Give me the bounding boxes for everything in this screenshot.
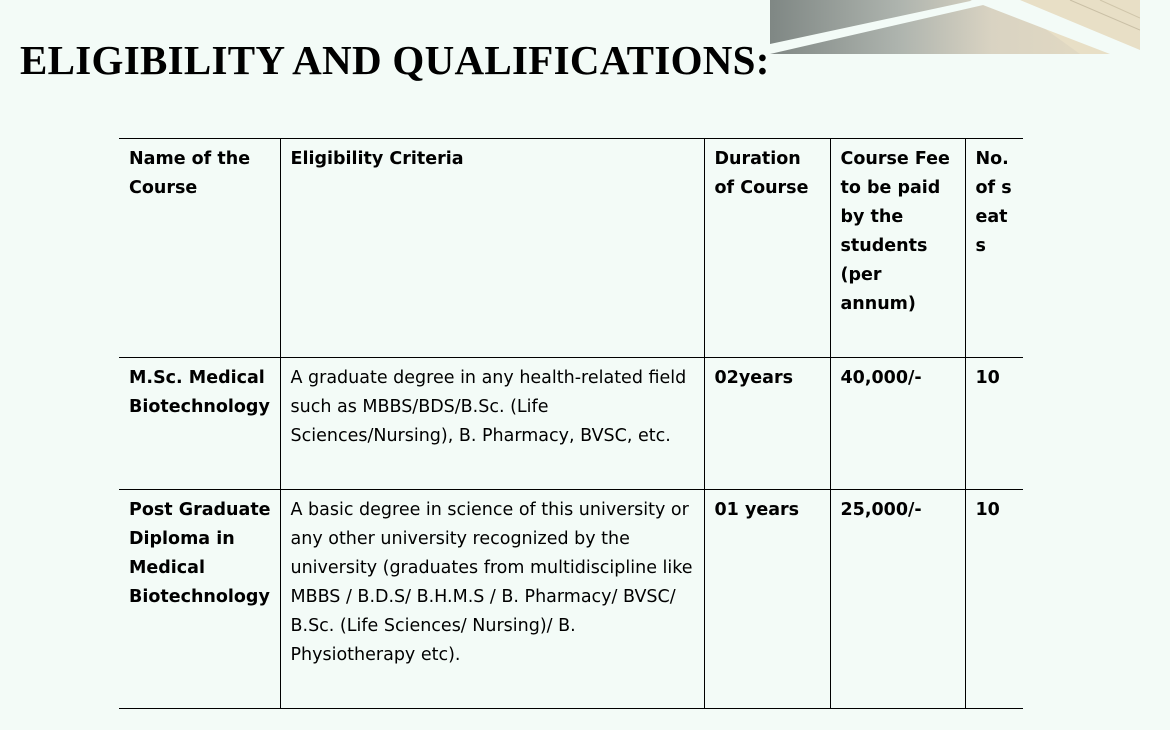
header-duration: Duration of Course xyxy=(704,139,830,358)
eligibility-criteria-cell: A graduate degree in any health-related field such as MBBS/BDS/B.Sc. (Life Sciences/Nursing), B. Pharmacy, BVSC, etc. xyxy=(280,358,704,490)
seats-cell: 10 xyxy=(965,490,1023,709)
header-eligibility-criteria: Eligibility Criteria xyxy=(280,139,704,358)
course-fee-cell: 25,000/- xyxy=(830,490,965,709)
table-row xyxy=(119,358,1023,490)
corner-photo-image xyxy=(770,0,1140,54)
table-row xyxy=(119,490,1023,709)
course-name-cell: Post Graduate Diploma in Medical Biotechnology xyxy=(119,490,280,709)
duration-cell: 01 years xyxy=(704,490,830,709)
seats-cell: 10 xyxy=(965,358,1023,490)
header-course-fee: Course Fee to be paid by the students (per annum) xyxy=(830,139,965,358)
duration-cell: 02years xyxy=(704,358,830,490)
eligibility-criteria-cell: A basic degree in science of this university or any other university recognized by the university (graduates from multidiscipline like MBBS / B.D.S/ B.H.M.S / B. Pharmacy/ BVSC/ B.Sc. (Life Sciences/ Nursing)/ B. Physiotherapy etc). xyxy=(280,490,704,709)
course-fee-cell: 40,000/- xyxy=(830,358,965,490)
course-name-cell: M.Sc. Medical Biotechnology xyxy=(119,358,280,490)
eligibility-table xyxy=(119,138,1023,709)
header-no-of-seats: No. of seats xyxy=(965,139,1023,358)
page-title: ELIGIBILITY AND QUALIFICATIONS: xyxy=(20,37,770,83)
table-header-row xyxy=(119,139,1023,358)
header-course-name: Name of the Course xyxy=(119,139,280,358)
